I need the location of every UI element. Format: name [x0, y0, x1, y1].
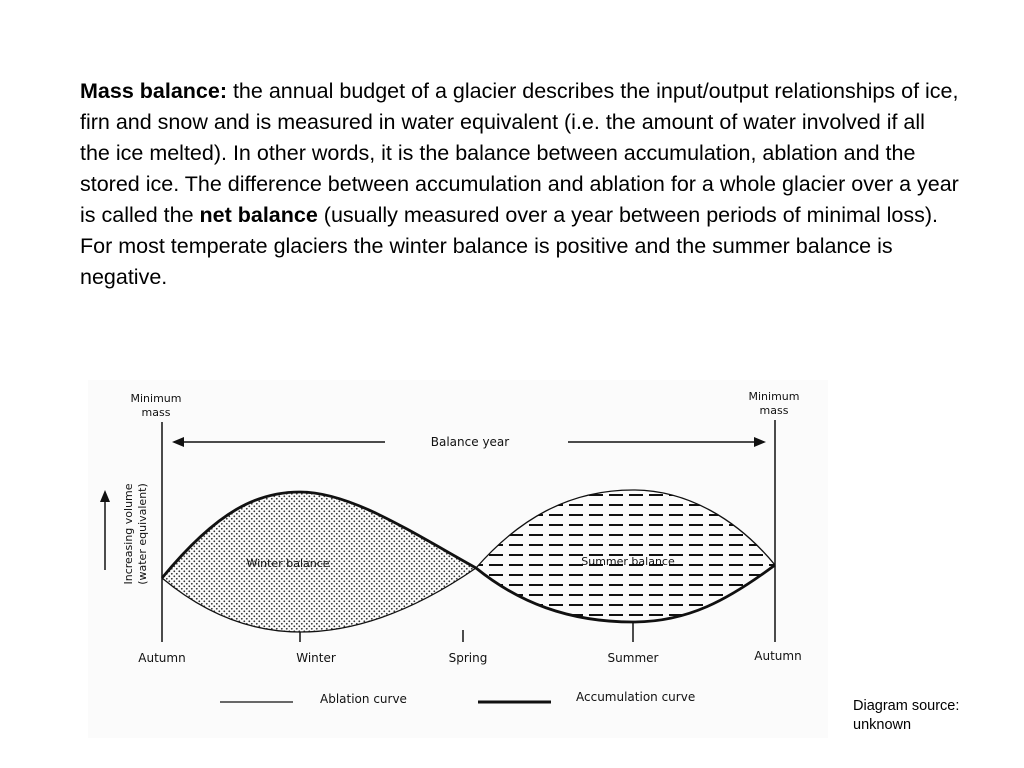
- legend-ablation-label: Ablation curve: [320, 692, 407, 706]
- winter-balance-label: Winter balance: [246, 557, 330, 570]
- legend-accumulation-label: Accumulation curve: [576, 690, 696, 704]
- paragraph-text-2: (usually measured over a year between periods of minimal loss). For most temperate glaciers the winter balance is positive and the summer balance is negative.: [80, 203, 939, 289]
- diagram-source-note: Diagram source: unknown: [853, 698, 960, 733]
- term-net-balance: net balance: [199, 203, 318, 227]
- min-mass-right-line1: Minimum: [748, 390, 800, 403]
- mass-balance-paragraph: [80, 76, 960, 293]
- season-label-autumn-end: Autumn: [754, 649, 802, 663]
- diagram-svg: [88, 380, 828, 738]
- mass-balance-diagram: [88, 380, 828, 738]
- season-label-spring: Spring: [448, 651, 488, 665]
- min-mass-right-line2: mass: [759, 404, 789, 417]
- y-axis-label-line2: (water equivalent): [136, 483, 149, 585]
- min-mass-left-line2: mass: [141, 406, 171, 419]
- paragraph-text-1: the annual budget of a glacier describes the input/output relationships of ice, firn and snow and is measured in water equivalent (i.e. the amount of water involved if all the ice melted). In other words, it is the balance between accumulation, ablation and the stored ice. The difference between accumulation and ablation for a whole glacier over a year is called the: [80, 79, 959, 227]
- term-mass-balance: Mass balance:: [80, 79, 227, 103]
- min-mass-left-line1: Minimum: [130, 392, 182, 405]
- y-axis-label-line1: Increasing volume: [122, 483, 135, 585]
- balance-year-label: Balance year: [430, 435, 510, 449]
- summer-balance-label: Summer balance: [581, 555, 675, 568]
- balance-year-arrowhead-left: [172, 437, 184, 447]
- balance-year-arrowhead-right: [754, 437, 766, 447]
- season-label-autumn-start: Autumn: [138, 651, 186, 665]
- season-label-winter: Winter: [296, 651, 336, 665]
- y-axis-arrowhead: [100, 490, 110, 502]
- season-label-summer: Summer: [607, 651, 659, 665]
